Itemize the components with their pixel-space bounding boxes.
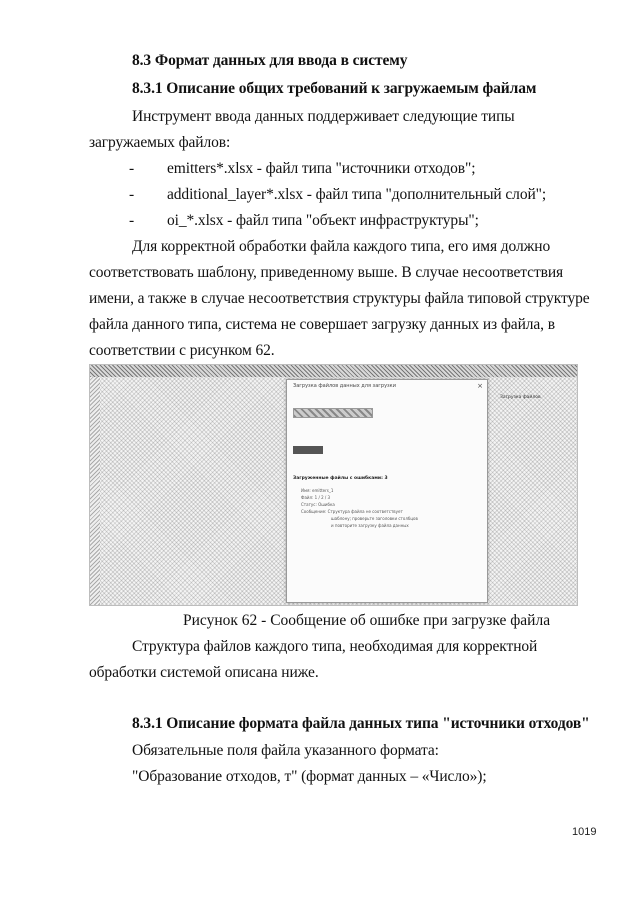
figure-app-sidebar [90,377,100,606]
figure-row: шаблону; проверьте заголовки столбцов [331,516,418,521]
intro-line-2: загружаемых файлов: [89,134,231,151]
figure-62-screenshot [89,364,578,606]
figure-error-dialog [286,379,488,603]
paragraph-line: имени, а также в случае несоответствия структуры файла типовой структуре [89,290,590,307]
section-heading: 8.3 Формат данных для ввода в систему [132,52,408,69]
subsection-heading: 8.3.1 Описание общих требований к загружаемым файлам [132,80,537,97]
figure-row: Сообщение: Структура файла не соответствует [301,509,403,514]
figure-errors-heading: Загруженные файлы с ошибками: 3 [293,476,388,481]
page-number: 1019 [572,826,597,838]
figure-upload-button [293,446,323,454]
paragraph-line: Для корректной обработки файла каждого типа, его имя должно [132,238,551,255]
list-item: oi_*.xlsx - файл типа "объект инфраструктуры"; [167,212,479,229]
structure-line-2: обработки системой описана ниже. [89,664,319,681]
figure-upload-progress [293,408,373,418]
required-field: "Образование отходов, т" (формат данных – «Число»); [132,768,487,785]
intro-line-1: Инструмент ввода данных поддерживает следующие типы [132,108,515,125]
close-icon: × [477,382,483,390]
paragraph-line: соответствовать шаблону, приведенному выше. В случае несоответствия [89,264,564,281]
figure-right-label: Загрузка файлов [500,395,541,400]
figure-app-topbar [90,365,577,377]
list-item: emitters*.xlsx - файл типа "источники отходов"; [167,160,476,177]
figure-row: Файл: 1 / 2 / 3 [301,495,331,500]
required-fields-intro: Обязательные поля файла указанного формата: [132,742,439,759]
figure-row: и повторите загрузку файла данных [331,523,409,528]
figure-row: Имя: emitters_1 [301,488,334,493]
subsection2-heading: 8.3.1 Описание формата файла данных типа "источники отходов" [132,715,590,732]
list-bullet-dash: - [129,186,135,203]
paragraph-line: файла данного типа, система не совершает загрузку данных из файла, в [89,316,555,333]
paragraph-line: соответствии с рисунком 62. [89,342,275,359]
list-item: additional_layer*.xlsx - файл типа "дополнительный слой"; [167,186,547,203]
figure-dialog-title: Загрузка файлов данных для загрузки [293,383,396,389]
structure-line-1: Структура файлов каждого типа, необходимая для корректной [132,638,538,655]
list-bullet-dash: - [129,212,135,229]
figure-row: Статус: Ошибка [301,502,335,507]
figure-caption: Рисунок 62 - Сообщение об ошибке при загрузке файла [183,612,551,629]
list-bullet-dash: - [129,160,135,177]
